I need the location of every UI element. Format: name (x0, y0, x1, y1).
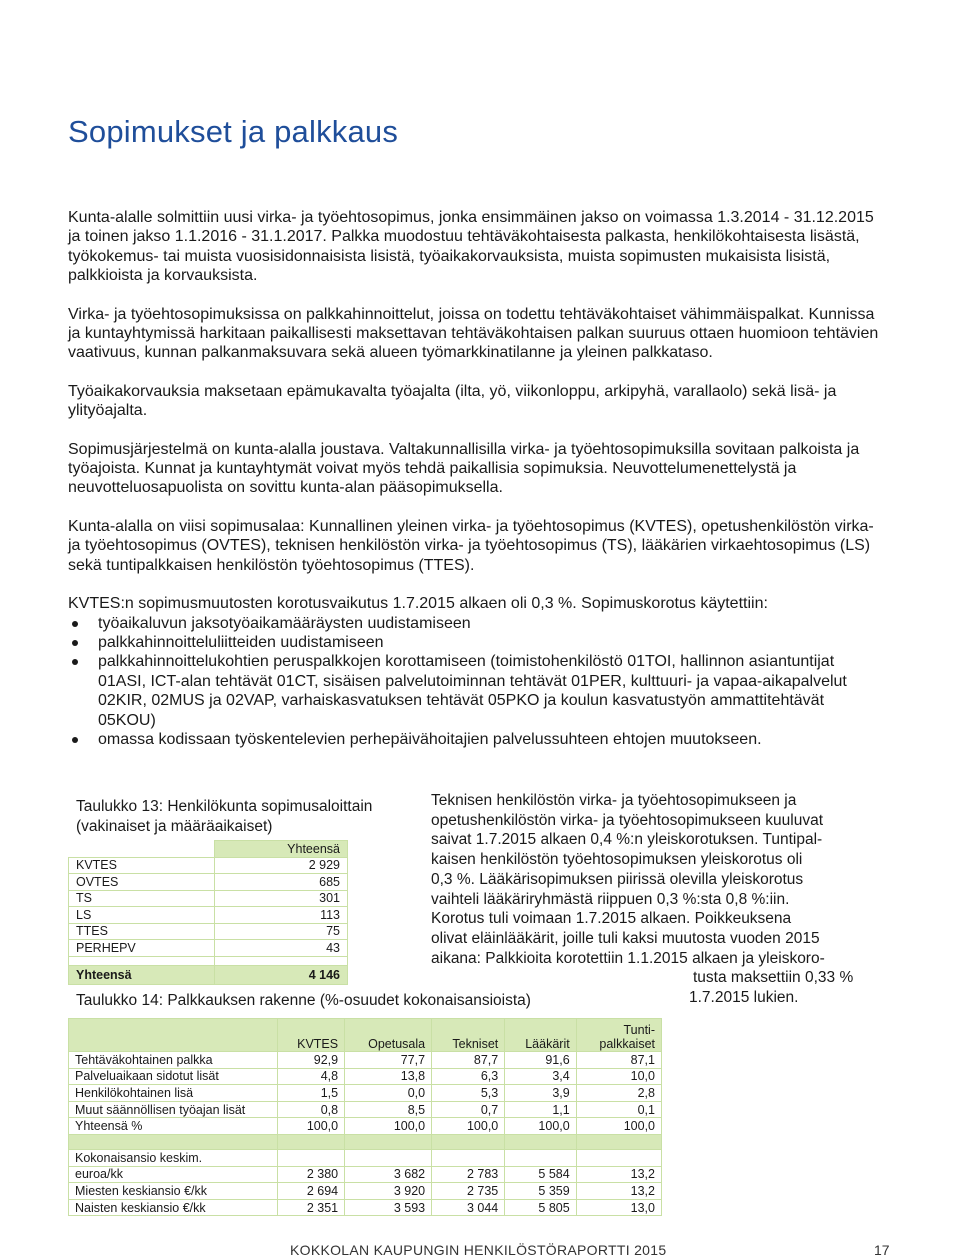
column-header: Opetusala (345, 1019, 432, 1052)
bullet-list (68, 614, 880, 750)
column-header: Tekniset (432, 1019, 505, 1052)
table-total-row: Yhteensä 4 146 (69, 965, 348, 984)
table-row: TTES 75 (69, 923, 348, 940)
side-text: Teknisen henkilöstön virka- ja työehtosopimukseen ja opetushenkilöstön virka- ja työehtosopimukseen kuuluvat saivat 1.7.2015 alkaen 0,4 %:n yleiskorotuksen. Tuntipal- kaisen henkilöstön työehtosopimuksen yleiskorotus oli 0,3 %. Lääkärisopimuksen piirissä olevilla yleiskorotus vaihteli lääkäriryhmästä riippuen 0,3 %:sta 0,8 %:iin. Korotus tuli voimaan 1.7.2015 alkaen. Poikkeuksena olivat eläinlääkärit, joille tuli kaksi muutosta vuoden 2015 aikana: Palkkioita korotettiin 1.1.2015 alkaen ja yleiskoro- tusta maksettiin 0,33 % 1.7.2015 lukien. (431, 792, 854, 1007)
paragraph-pay-scales: Virka- ja työehtosopimuksissa on palkkahinnoittelut, joissa on todettu tehtäväkohtaiset vähimmäispalkat. Kunnissa ja kuntayhtymissä harkitaan paikallisesti maksettavan tehtäväkohtaisen palkan suuruus ottaen huomioon tehtävien vaativuus, kunnan palkanmaksuvara sekä alueen työmarkkinatilanne ja yleinen palkkataso. (68, 305, 879, 362)
table-row: Miesten keskiansio €/kk 2 694 3 920 2 735 5 359 13,2 (69, 1183, 662, 1200)
bullet-icon (72, 737, 78, 743)
table-row: Yhteensä % 100,0 100,0 100,0 100,0 100,0 (69, 1118, 662, 1135)
table-row: LS 113 (69, 907, 348, 924)
table-row: PERHEPV 43 (69, 940, 348, 957)
table-row: TS 301 (69, 890, 348, 907)
table-header-row (69, 841, 348, 858)
table-row: Naisten keskiansio €/kk 2 351 3 593 3 044 5 805 13,0 (69, 1199, 662, 1216)
page-number: 17 (874, 1242, 890, 1258)
table-row: Tehtäväkohtainen palkka 92,9 77,7 87,7 91,6 87,1 (69, 1052, 662, 1069)
table-row: Palveluaikaan sidotut lisät 4,8 13,8 6,3 3,4 10,0 (69, 1068, 662, 1085)
table-staff-by-agreement (68, 840, 348, 985)
bullet-icon (72, 621, 78, 627)
body-text (68, 208, 880, 749)
column-header: Tunti- palkkaiset (576, 1019, 661, 1052)
table14-caption: Taulukko 14: Palkkauksen rakenne (%-osuudet kokonaisansioista) (76, 992, 531, 1009)
page-title: Sopimukset ja palkkaus (68, 114, 399, 149)
list-item: työaikaluvun jaksotyöaikamääräysten uudistamiseen (68, 614, 880, 633)
list-item: palkkahinnoittelukohtien peruspalkkojen korottamiseen (toimistohenkilöstö 01TOI, hallinnon asiantuntijat 01ASI, ICT-alan tehtävät 01CT, sisäisen palvelutoiminnan tehtävät 01PER, kulttuuri- ja vapaa-aikapalvelut 02KIR, 02MUS ja 02VAP, varhaiskasvatuksen tehtävät 05PKO ja koulun kasvatustyön ammattitehtävät 05KOU) (68, 652, 880, 730)
column-header: KVTES (278, 1019, 345, 1052)
table-row: euroa/kk 2 380 3 682 2 783 5 584 13,2 (69, 1166, 662, 1183)
paragraph-work-time-compensation: Työaikakorvauksia maksetaan epämukavalta työajalta (ilta, yö, viikonloppu, arkipyhä, varallaolo) sekä lisä- ja ylityöajalta. (68, 382, 837, 420)
list-item: omassa kodissaan työskentelevien perhepäivähoitajien palvelussuhteen ehtojen muutokseen. (68, 730, 880, 749)
paragraph-kvtes-raise: KVTES:n sopimusmuutosten korotusvaikutus 1.7.2015 alkaen oli 0,3 %. Sopimuskorotus käytettiin: (68, 595, 768, 613)
paragraph-agreement-sectors: Kunta-alalla on viisi sopimusalaa: Kunnallinen yleinen virka- ja työehtosopimus (KVTES), opetushenkilöstön virka- ja työehtosopimus (OVTES), teknisen henkilöstön virka- ja työehtosopimus (TS), lääkärien virkaehtosopimus (LS) sekä tuntipalkkaisen henkilöstön työehtosopimus (TTES). (68, 517, 874, 574)
bullet-icon (72, 640, 78, 646)
table-row: Muut säännöllisen työajan lisät 0,8 8,5 0,7 1,1 0,1 (69, 1101, 662, 1118)
table-row: Kokonaisansio keskim. (69, 1149, 662, 1166)
paragraph-agreement-system: Sopimusjärjestelmä on kunta-alalla joustava. Valtakunnallisilla virka- ja työehtosopimuksilla sovitaan palkoista ja työajoista. Kunnat ja kuntayhtymät voivat myös tehdä paikallisia sopimuksia. Neuvottelumenettelystä ja neuvotteluosapuolista on sovittu kunta-alan pääsopimuksella. (68, 440, 860, 497)
column-header: Lääkärit (505, 1019, 576, 1052)
footer-report-title: KOKKOLAN KAUPUNGIN HENKILÖSTÖRAPORTTI 2015 (290, 1242, 667, 1258)
table-row: Henkilökohtainen lisä 1,5 0,0 5,3 3,9 2,8 (69, 1085, 662, 1102)
table-header-row (69, 1019, 662, 1052)
table-pay-structure (68, 1018, 662, 1216)
table-row: OVTES 685 (69, 874, 348, 891)
bullet-icon (72, 659, 78, 665)
paragraph-contract: Kunta-alalle solmittiin uusi virka- ja työehtosopimus, jonka ensimmäinen jakso on voimassa 1.3.2014 - 31.12.2015 ja toinen jakso 1.1.2016 - 31.1.2017. Palkka muodostuu tehtäväkohtaisesta palkasta, henkilökohtaisesta lisästä, työkokemus- tai muista vuosisidonnaisista lisistä, työaikakorvauksista, muista sopimusten mukaisista lisistä, palkkioista ja korvauksista. (68, 209, 874, 285)
table-row: KVTES 2 929 (69, 857, 348, 874)
column-header: Yhteensä (215, 841, 348, 858)
list-item: palkkahinnoitteluliitteiden uudistamiseen (68, 633, 880, 652)
table13-caption: Taulukko 13: Henkilökunta sopimusaloittain (vakinaiset ja määräaikaiset) (76, 798, 373, 835)
